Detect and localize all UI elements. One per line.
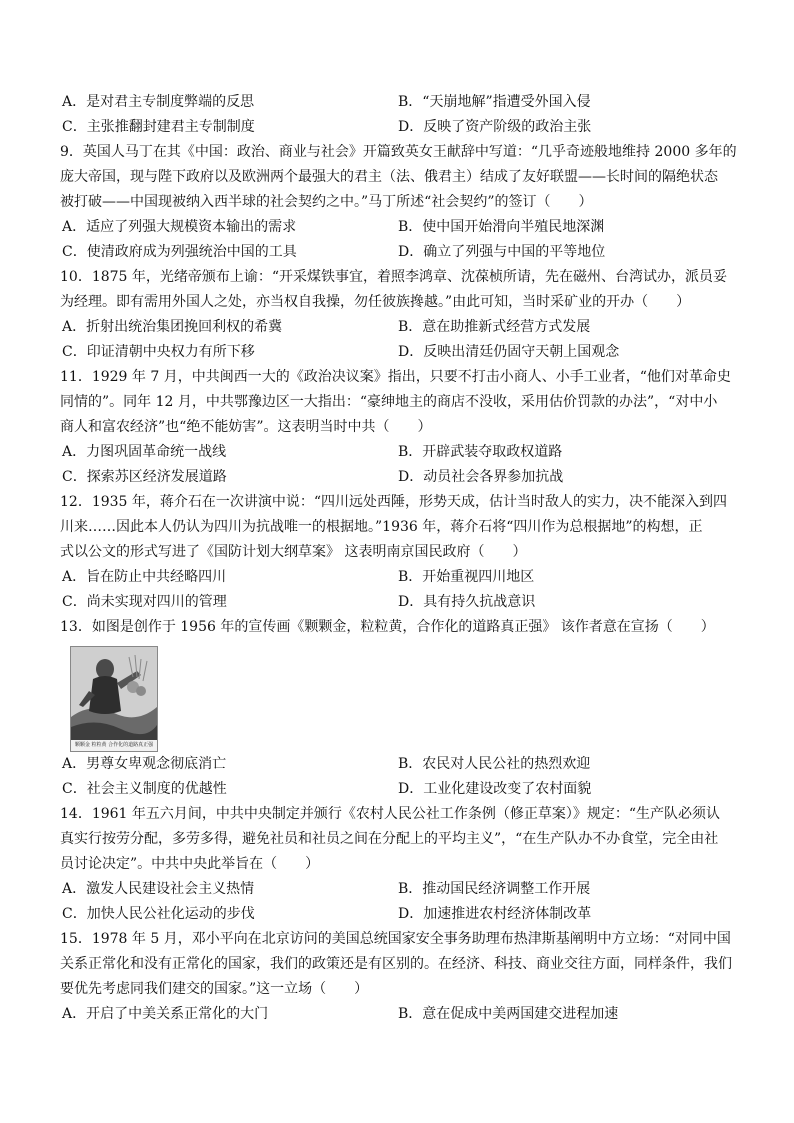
option-d: D．加速推进农村经济体制改革 — [398, 906, 592, 922]
option-a: A．是对君主专制度弊端的反思 — [62, 94, 255, 110]
option-b: B．农民对人民公社的热烈欢迎 — [398, 756, 591, 772]
question-text-line: 式以公文的形式写进了《国防计划大纲草案》 这表明南京国民政府（ ） — [60, 544, 527, 560]
option-a: A．男尊女卑观念彻底消亡 — [62, 756, 227, 772]
option-b: B．推动国民经济调整工作开展 — [398, 881, 591, 897]
option-a: A．激发人民建设社会主义热情 — [62, 881, 255, 897]
option-c: C．使清政府成为列强统治中国的工具 — [62, 244, 297, 260]
options-row — [60, 465, 738, 490]
option-b: B．意在助推新式经营方式发展 — [398, 319, 591, 335]
options-row — [60, 752, 738, 777]
question-text-line: 15．1978 年 5 月，邓小平向在北京访问的美国总统国家安全事务助理布热津斯基阐明中方立场：“对同中国 — [60, 931, 731, 947]
options-row — [60, 1002, 738, 1027]
question-14 — [60, 802, 738, 927]
question-text-line: 川来……因此本人仍认为四川为抗战唯一的根据地。”1936 年，蒋介石将“四川作为总根据地”的构想，正 — [60, 519, 703, 535]
options-row — [60, 565, 738, 590]
option-b: B．开始重视四川地区 — [398, 569, 535, 585]
option-d: D．反映出清廷仍固守天朝上国观念 — [398, 344, 620, 360]
option-d: D．具有持久抗战意识 — [398, 594, 536, 610]
option-b: B．开辟武装夺取政权道路 — [398, 444, 563, 460]
option-c: C．社会主义制度的优越性 — [62, 781, 227, 797]
option-b: B．“天崩地解”指遭受外国入侵 — [398, 94, 591, 110]
options-row — [60, 777, 738, 802]
question-11 — [60, 365, 738, 490]
option-a: A．折射出统治集团挽回利权的希冀 — [62, 319, 283, 335]
options-row — [60, 902, 738, 927]
option-d: D．反映了资产阶级的政治主张 — [398, 119, 592, 135]
question-text-line: 9．英国人马丁在其《中国：政治、商业与社会》开篇致英女王献辞中写道：“几乎奇迹般地维持 2000 多年的 — [60, 144, 737, 160]
option-c: C．主张推翻封建君主专制制度 — [62, 119, 255, 135]
propaganda-poster-image — [70, 646, 158, 752]
question-text-line: 被打破——中国现被纳入西半球的社会契约之中。”马丁所述“社会契约”的签订（ ） — [60, 194, 593, 210]
question-text-line: 同情的”。同年 12 月，中共鄂豫边区一大指出：“豪绅地主的商店不没收，采用估价罚款的办法”，“对中小 — [60, 394, 718, 410]
option-b: B．意在促成中美两国建交进程加速 — [398, 1006, 619, 1022]
poster-caption: 颗颗金 粒粒黄 合作化的道路真正强 — [71, 740, 157, 751]
question-15 — [60, 927, 738, 1027]
option-a: A．旨在防止中共经略四川 — [62, 569, 227, 585]
question-text-line: 关系正常化和没有正常化的国家，我们的政策还是有区别的。在经济、科技、商业交往方面，同样条件，我们 — [60, 956, 732, 972]
prev-options-row-1 — [60, 90, 738, 115]
option-c: C．尚未实现对四川的管理 — [62, 594, 227, 610]
question-text-line: 11．1929 年 7 月，中共闽西一大的《政治决议案》指出，只要不打击小商人、小手工业者，“他们对革命史 — [60, 369, 731, 385]
option-d: D．动员社会各界参加抗战 — [398, 469, 564, 485]
option-c: C．印证清朝中央权力有所下移 — [62, 344, 255, 360]
figure-block — [60, 640, 738, 752]
exam-page — [60, 90, 738, 1027]
question-12 — [60, 490, 738, 615]
question-text-line: 为经理。即有需用外国人之处，亦当权自我操，勿任彼族搀越。”由此可知，当时采矿业的开办（ ） — [60, 294, 691, 310]
options-row — [60, 590, 738, 615]
options-row — [60, 240, 738, 265]
option-d: D．确立了列强与中国的平等地位 — [398, 244, 606, 260]
option-a: A．开启了中美关系正常化的大门 — [62, 1006, 269, 1022]
options-row — [60, 215, 738, 240]
question-text-line: 13．如图是创作于 1956 年的宣传画《颗颗金，粒粒黄，合作化的道路真正强》 该作者意在宣扬（ ） — [60, 619, 715, 635]
question-text-line: 商人和富农经济”也“绝不能妨害”。这表明当时中共（ ） — [60, 419, 432, 435]
question-text-line: 10．1875 年，光绪帝颁布上谕：“开采煤铁事宜，着照李鸿章、沈葆桢所请，先在磁州、台湾试办，派员妥 — [60, 269, 728, 285]
option-a: A．力图巩固革命统一战线 — [62, 444, 227, 460]
question-9 — [60, 140, 738, 265]
question-text-line: 12．1935 年，蒋介石在一次讲演中说：“四川远处西陲，形势天成，估计当时敌人的实力，决不能深入到四 — [60, 494, 728, 510]
options-row — [60, 877, 738, 902]
prev-options-row-2 — [60, 115, 738, 140]
option-d: D．工业化建设改变了农村面貌 — [398, 781, 592, 797]
question-text-line: 要优先考虑同我们建交的国家。”这一立场（ ） — [60, 981, 369, 997]
question-10 — [60, 265, 738, 365]
question-text-line: 员讨论决定”。中共中央此举旨在（ ） — [60, 856, 320, 872]
poster-illustration — [71, 647, 157, 740]
question-13 — [60, 615, 738, 802]
option-c: C．加快人民公社化运动的步伐 — [62, 906, 255, 922]
option-c: C．探索苏区经济发展道路 — [62, 469, 227, 485]
option-b: B．使中国开始滑向半殖民地深渊 — [398, 219, 605, 235]
options-row — [60, 340, 738, 365]
question-text-line: 14．1961 年五六月间，中共中央制定并颁行《农村人民公社工作条例（修正草案）》规定：“生产队必须认 — [60, 806, 721, 822]
question-text-line: 真实行按劳分配，多劳多得，避免社员和社员之间在分配上的平均主义”，“在生产队办不办食堂，完全由社 — [60, 831, 719, 847]
question-text-line: 庞大帝国，现与陛下政府以及欧洲两个最强大的君主（法、俄君主）结成了友好联盟——长时间的隔绝状态 — [60, 169, 718, 185]
option-a: A．适应了列强大规模资本输出的需求 — [62, 219, 297, 235]
options-row — [60, 315, 738, 340]
options-row — [60, 440, 738, 465]
